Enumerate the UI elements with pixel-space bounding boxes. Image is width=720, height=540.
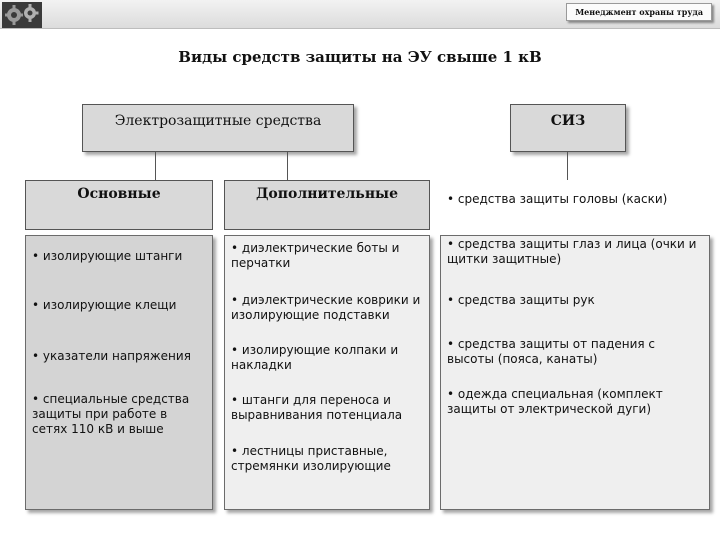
list-item: • указатели напряжения [32,349,191,363]
additional-heading-box [224,180,430,230]
main-heading: Основные [77,186,161,202]
list-item: • лестницы приставные, стремянки изолирующие [231,444,391,473]
list-item: • изолирующие клещи [32,298,177,312]
list-item: • изолирующие штанги [32,249,183,263]
electro-group-box [82,104,354,152]
list-item: • диэлектрические боты и перчатки [231,241,400,270]
connector-line [567,152,568,180]
slide-title: Виды средств защиты на ЭУ свыше 1 кВ [178,48,542,66]
list-item: • средства защиты глаз и лица (очки и щитки защитные) [447,237,697,266]
list-item: • одежда специальная (комплект защиты от электрической дуги) [447,387,663,416]
list-item: • средства защиты рук [447,293,595,307]
connector-line [287,152,288,180]
main-heading-box [25,180,213,230]
list-item: • средства защиты от падения с высоты (пояса, канаты) [447,337,656,366]
additional-heading: Дополнительные [255,186,399,202]
list-item: • изолирующие колпаки и накладки [231,343,399,372]
top-bar [0,0,720,29]
main-column [25,235,213,510]
electro-group-label: Электрозащитные средства [114,113,322,129]
list-item: • штанги для переноса и выравнивания потенциала [231,393,403,422]
siz-column [440,235,710,510]
list-item: • средства защиты головы (каски) [447,192,668,206]
connector-line [155,152,156,180]
siz-group-box [510,104,626,152]
brand-label: Менеджмент охраны труда [566,3,712,21]
siz-group-label: СИЗ [550,113,586,129]
gear-logo-icon [2,2,42,28]
list-item: • специальные средства защиты при работе в сетях 110 кВ и выше [32,392,190,436]
list-item: • диэлектрические коврики и изолирующие подставки [231,293,421,322]
